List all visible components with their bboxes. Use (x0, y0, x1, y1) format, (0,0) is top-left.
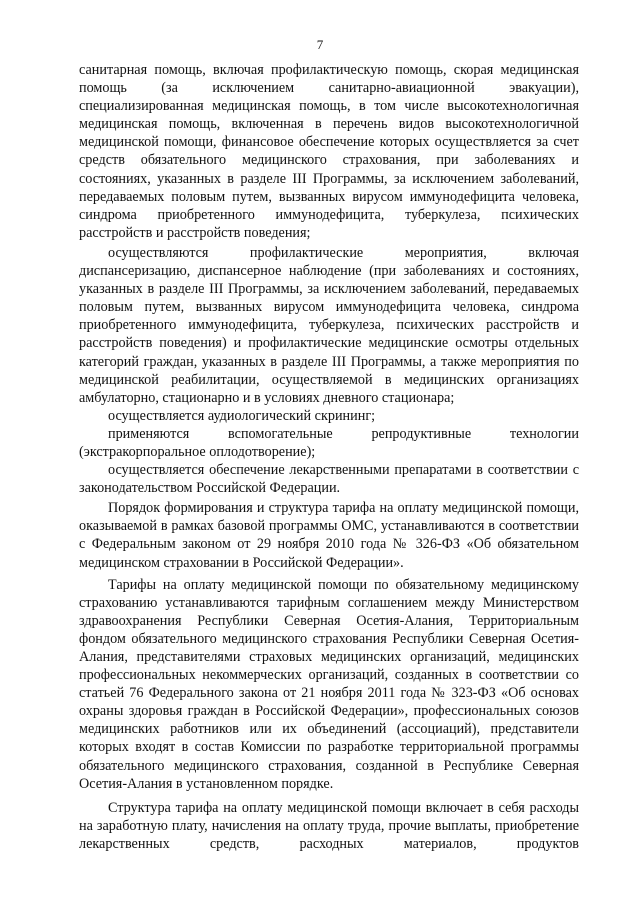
paragraph-medical-care-types: санитарная помощь, включая профилактическую помощь, скорая медицинская помощь (за исключением санитарно-авиационной эвакуации), специализированная медицинская помощь, в том числе высокотехнологичная медицинская помощь, включенная в перечень видов высокотехнологичной медицинской помощи, финансовое обеспечение которых осуществляется за счет средств обязательного медицинского страхования, при заболеваниях и состояниях, указанных в разделе III Программы, за исключением заболеваний, передаваемых половым путем, вызванных вирусом иммунодефицита человека, синдрома приобретенного иммунодефицита, туберкулеза, психических расстройств и расстройств поведения; (79, 62, 579, 241)
body-text (79, 61, 579, 853)
paragraph-tariff-structure: Структура тарифа на оплату медицинской помощи включает в себя расходы на заработную плату, начисления на оплату труда, прочие выплаты, приобретение лекарственных средств, расходных материалов, продуктов (79, 799, 579, 852)
paragraph-preventive-measures: осуществляются профилактические мероприятия, включая диспансеризацию, диспансерное наблюдение (при заболеваниях и состояниях, указанных в разделе III Программы, за исключением заболеваний, передаваемых половым путем, вызванных вирусом иммунодефицита человека, синдрома приобретенного иммунодефицита, туберкулеза, психических расстройств и расстройств поведения) и профилактические медицинские осмотры отдельных категорий граждан, указанных в разделе III Программы, а также мероприятия по медицинской реабилитации, осуществляемой в медицинских организациях амбулаторно, стационарно и в условиях дневного стационара; (79, 244, 579, 406)
paragraph-drug-provision: осуществляется обеспечение лекарственными препаратами в соответствии с законодательством Российской Федерации. (79, 462, 579, 497)
paragraph-reproductive-technologies: применяются вспомогательные репродуктивные технологии (экстракорпоральное оплодотворение); (79, 425, 579, 460)
paragraph-tariff-agreement: Тарифы на оплату медицинской помощи по обязательному медицинскому страхованию устанавливаются тарифным соглашением между Министерством здравоохранения Республики Северная Осетия-Алания, Территориальным фондом обязательного медицинского страхования Республики Северная Осетия-Алания, представителями страховых медицинских организаций, медицинских профессиональных некоммерческих организаций, созданных в соответствии со статьей 76 Федерального закона от 21 ноября 2011 года № 323-ФЗ «Об основах охраны здоровья граждан в Российской Федерации», профессиональных союзов медицинских работников или их объединений (ассоциаций), представители которых входят в состав Комиссии по разработке территориальной программы обязательного медицинского страхования, созданной в Республике Северная Осетия-Алания в установленном порядке. (79, 576, 579, 792)
paragraph-audiology-screening: осуществляется аудиологический скрининг; (108, 407, 376, 424)
page-number: 7 (316, 37, 324, 52)
paragraph-tariff-structure-order: Порядок формирования и структура тарифа на оплату медицинской помощи, оказываемой в рамках базовой программы ОМС, устанавливаются в соответствии с Федеральным законом от 29 ноября 2010 года № 326-ФЗ «Об обязательном медицинском страховании в Российской Федерации». (79, 500, 579, 571)
